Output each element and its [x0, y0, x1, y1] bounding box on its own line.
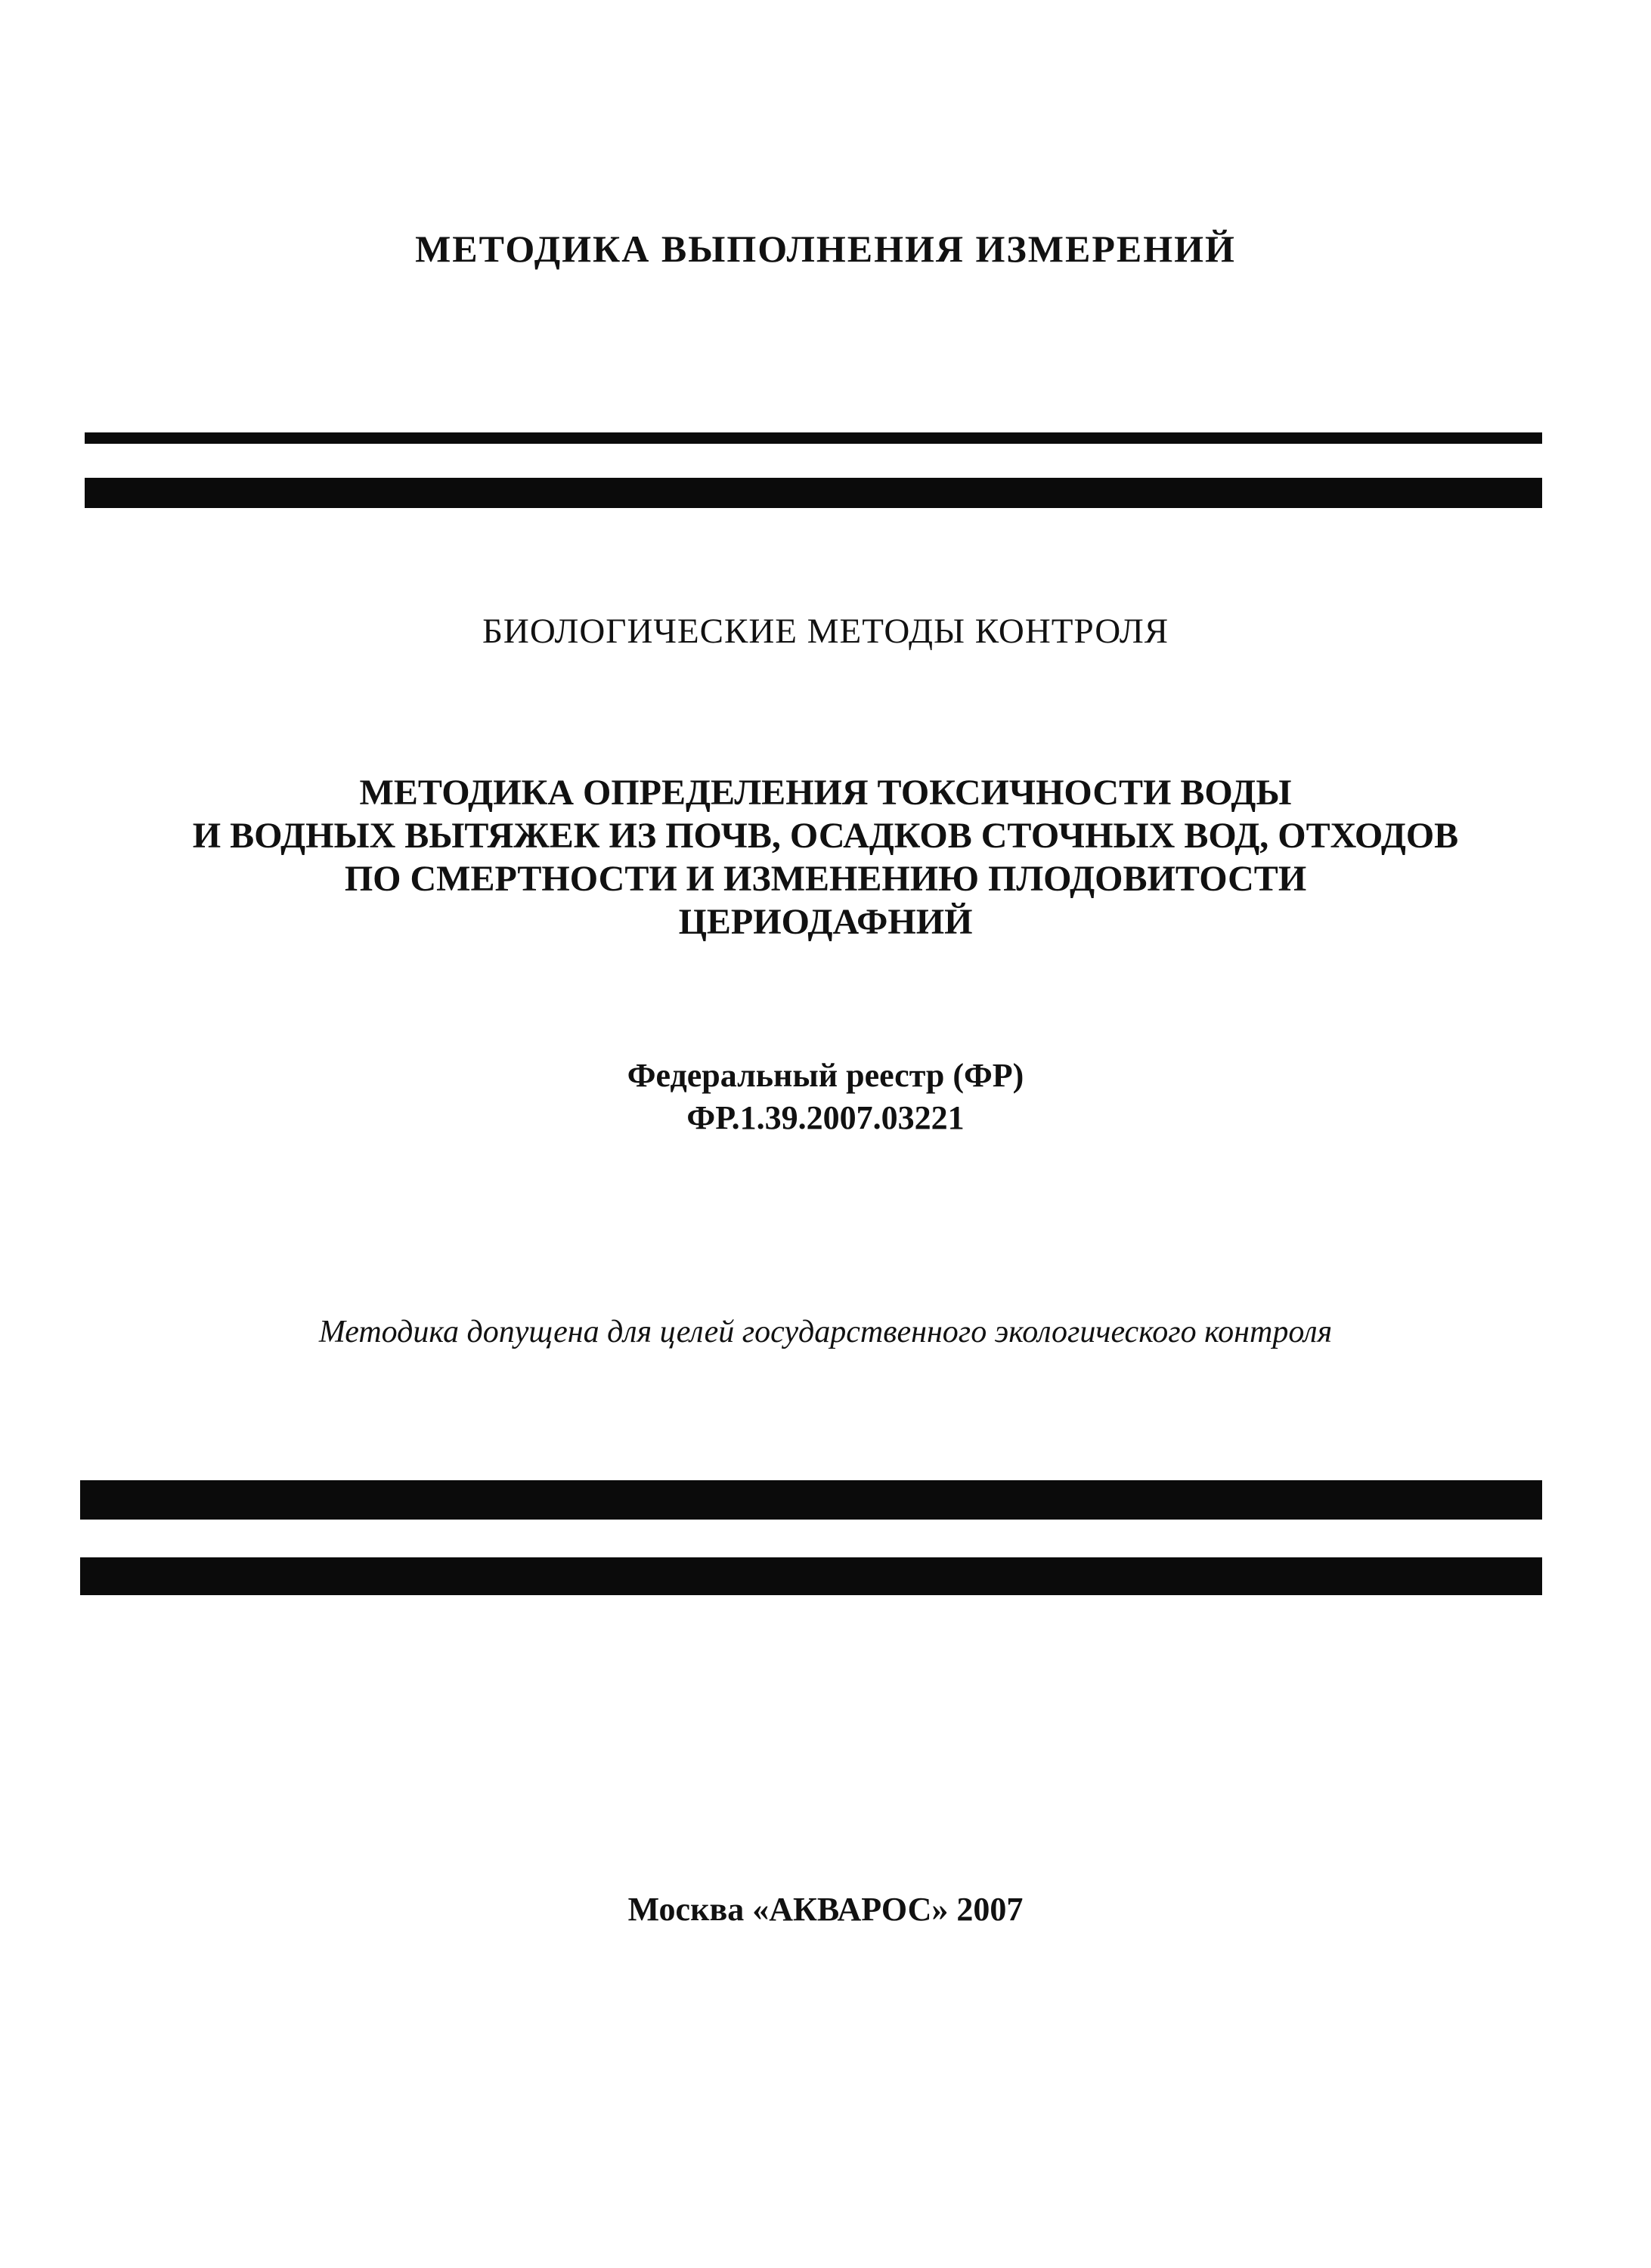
title-line: ЦЕРИОДАФНИЙ	[678, 902, 973, 942]
title-line: И ВОДНЫХ ВЫТЯЖЕК ИЗ ПОЧВ, ОСАДКОВ СТОЧНЫХ ВОД, ОТХОДОВ	[192, 816, 1459, 856]
top-thick-rule	[85, 478, 1542, 508]
title-line: МЕТОДИКА ОПРЕДЕЛЕНИЯ ТОКСИЧНОСТИ ВОДЫ	[359, 773, 1292, 813]
document-type-heading: МЕТОДИКА ВЫПОЛНЕНИЯ ИЗМЕРЕНИЙ	[415, 228, 1236, 270]
bottom-rule-upper	[80, 1480, 1542, 1520]
registry-block	[0, 1055, 1651, 1139]
top-thin-rule	[85, 432, 1542, 444]
title-line: ПО СМЕРТНОСТИ И ИЗМЕНЕНИЮ ПЛОДОВИТОСТИ	[344, 859, 1307, 899]
publisher-imprint: Москва «АКВАРОС» 2007	[627, 1891, 1024, 1928]
registry-label: Федеральный реестр (ФР)	[627, 1057, 1024, 1094]
document-title	[0, 771, 1651, 943]
bottom-rule-lower	[80, 1557, 1542, 1595]
approval-note: Методика допущена для целей государственного экологического контроля	[318, 1315, 1333, 1349]
registry-number: ФР.1.39.2007.03221	[686, 1099, 965, 1136]
series-heading: БИОЛОГИЧЕСКИЕ МЕТОДЫ КОНТРОЛЯ	[482, 612, 1169, 651]
